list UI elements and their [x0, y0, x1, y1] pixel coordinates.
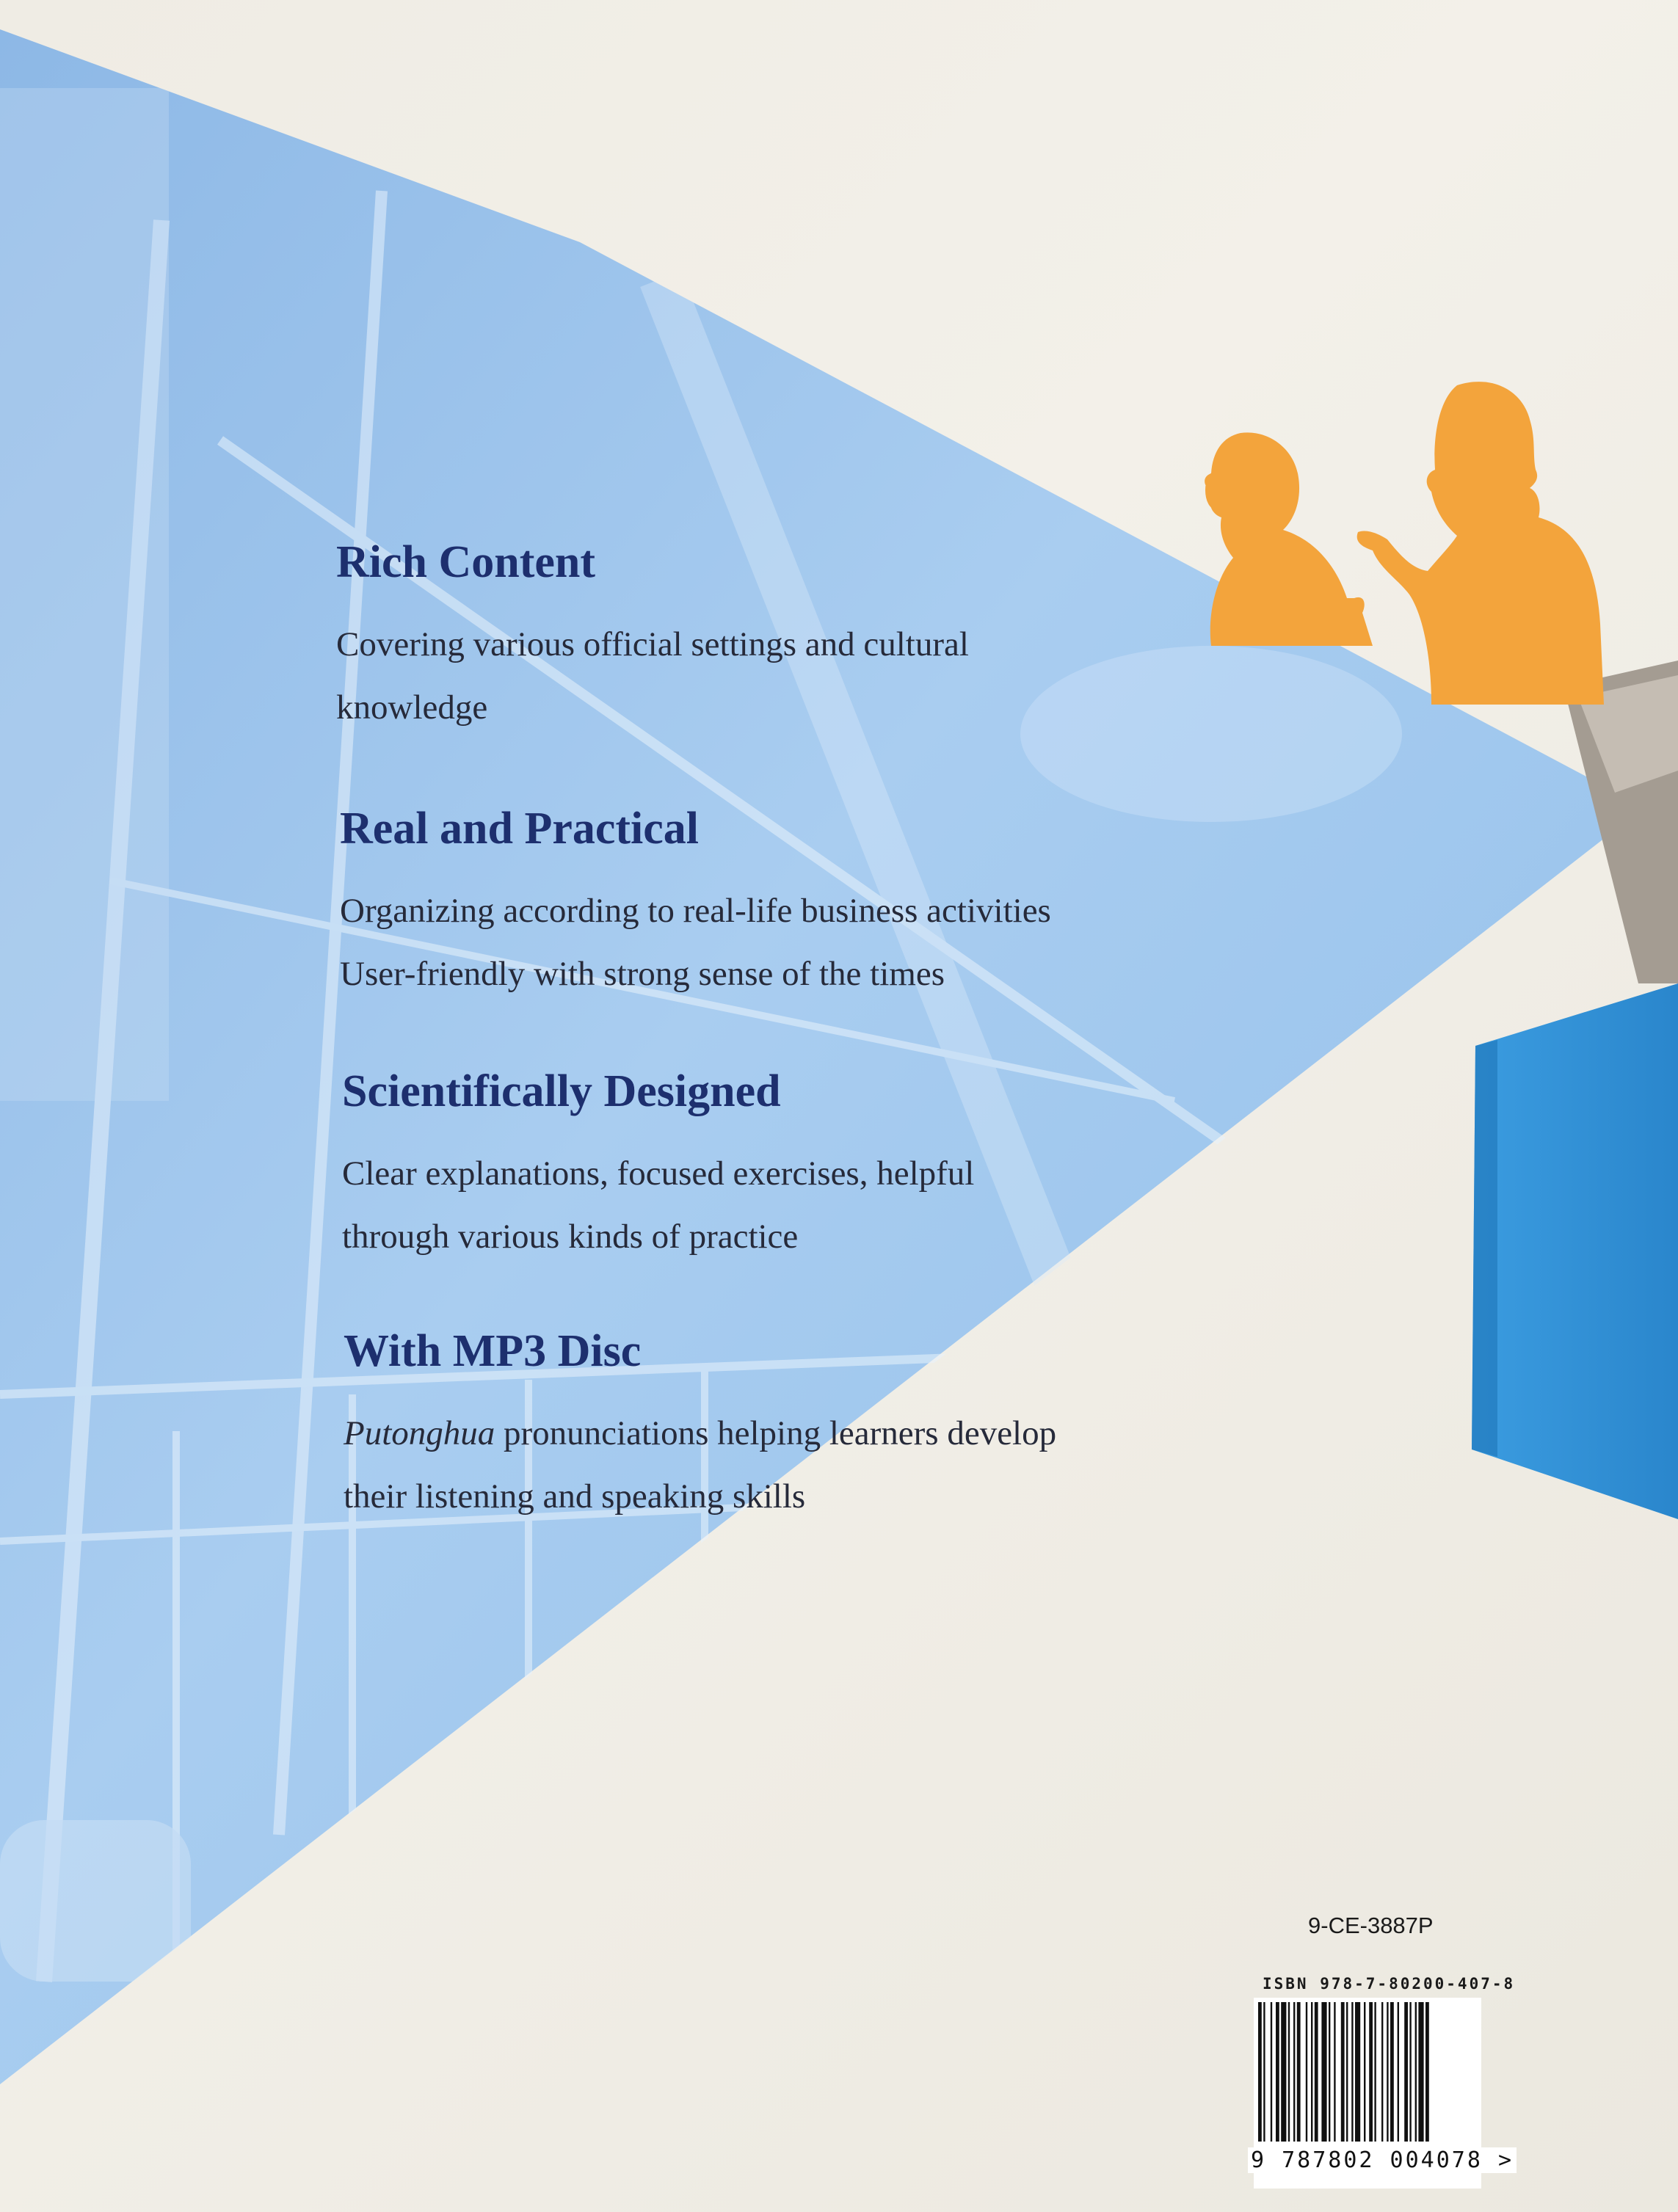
- barcode-bar: [1381, 2002, 1383, 2142]
- barcode-bar: [1409, 2002, 1411, 2142]
- section-scientifically-designed: [342, 1066, 1223, 1268]
- section-line: their listening and speaking skills: [344, 1477, 806, 1516]
- barcode-bar: [1288, 2002, 1290, 2142]
- blue-photo-wedge: [0, 29, 1644, 2084]
- barcode-bar: [1271, 2002, 1272, 2142]
- barcode-bar: [1258, 2002, 1262, 2142]
- section-body: [342, 1142, 1223, 1268]
- barcode-bar: [1369, 2002, 1373, 2142]
- section-rich-content: [336, 539, 1217, 739]
- barcode-bar: [1404, 2002, 1408, 2142]
- barcode-bar: [1364, 2002, 1365, 2142]
- barcode-bar: [1334, 2002, 1335, 2142]
- barcode-bars: [1254, 1998, 1481, 2144]
- section-line: through various kinds of practice: [342, 1218, 799, 1256]
- barcode-bar: [1276, 2002, 1279, 2142]
- barcode-bar: [1387, 2002, 1388, 2142]
- barcode-bar: [1390, 2002, 1394, 2142]
- barcode-bar: [1293, 2002, 1295, 2142]
- putonghua-term: Putonghua: [344, 1414, 495, 1452]
- barcode-bar: [1355, 2002, 1360, 2142]
- section-line: Organizing according to real-life business activities: [340, 892, 1051, 930]
- section-title: Real and Practical: [340, 804, 700, 854]
- barcode-digits: 9 787802 004078 >: [1248, 2147, 1517, 2173]
- barcode-bar: [1351, 2002, 1353, 2142]
- section-line: Covering various official settings and cultural: [336, 625, 969, 663]
- barcode-bar: [1398, 2002, 1399, 2142]
- section-line: knowledge: [336, 688, 488, 727]
- barcode-bar: [1418, 2002, 1423, 2142]
- barcode-bar: [1374, 2002, 1376, 2142]
- section-line-rest: pronunciations helping learners develop: [495, 1414, 1057, 1452]
- barcode-bar: [1329, 2002, 1330, 2142]
- barcode-bar: [1306, 2002, 1307, 2142]
- section-title: Scientifically Designed: [342, 1066, 781, 1116]
- section-line: [344, 1402, 1224, 1465]
- section-line: User-friendly with strong sense of the times: [340, 955, 945, 993]
- barcode-bar: [1415, 2002, 1417, 2142]
- barcode-bar: [1315, 2002, 1318, 2142]
- barcode-bar: [1263, 2002, 1265, 2142]
- catalog-code: 9-CE-3887P: [1308, 1913, 1434, 1938]
- section-mp3-disc: [344, 1328, 1224, 1528]
- section-body: [336, 613, 1217, 739]
- section-title: Rich Content: [336, 537, 596, 587]
- barcode-bar: [1311, 2002, 1312, 2142]
- isbn-number: ISBN 978-7-80200-407-8: [1263, 1975, 1516, 1993]
- section-real-practical: [340, 806, 1221, 1005]
- barcode-bar: [1341, 2002, 1345, 2142]
- barcode-bar: [1425, 2002, 1429, 2142]
- barcode-bar: [1346, 2002, 1348, 2142]
- barcode-bar: [1297, 2002, 1301, 2142]
- barcode-bar: [1321, 2002, 1326, 2142]
- section-body: [344, 1402, 1224, 1528]
- section-body: [340, 879, 1221, 1005]
- section-line: Clear explanations, focused exercises, helpful: [342, 1154, 975, 1193]
- section-title: With MP3 Disc: [344, 1326, 642, 1376]
- blue-accent-panel: [1472, 983, 1678, 1519]
- barcode-bar: [1281, 2002, 1286, 2142]
